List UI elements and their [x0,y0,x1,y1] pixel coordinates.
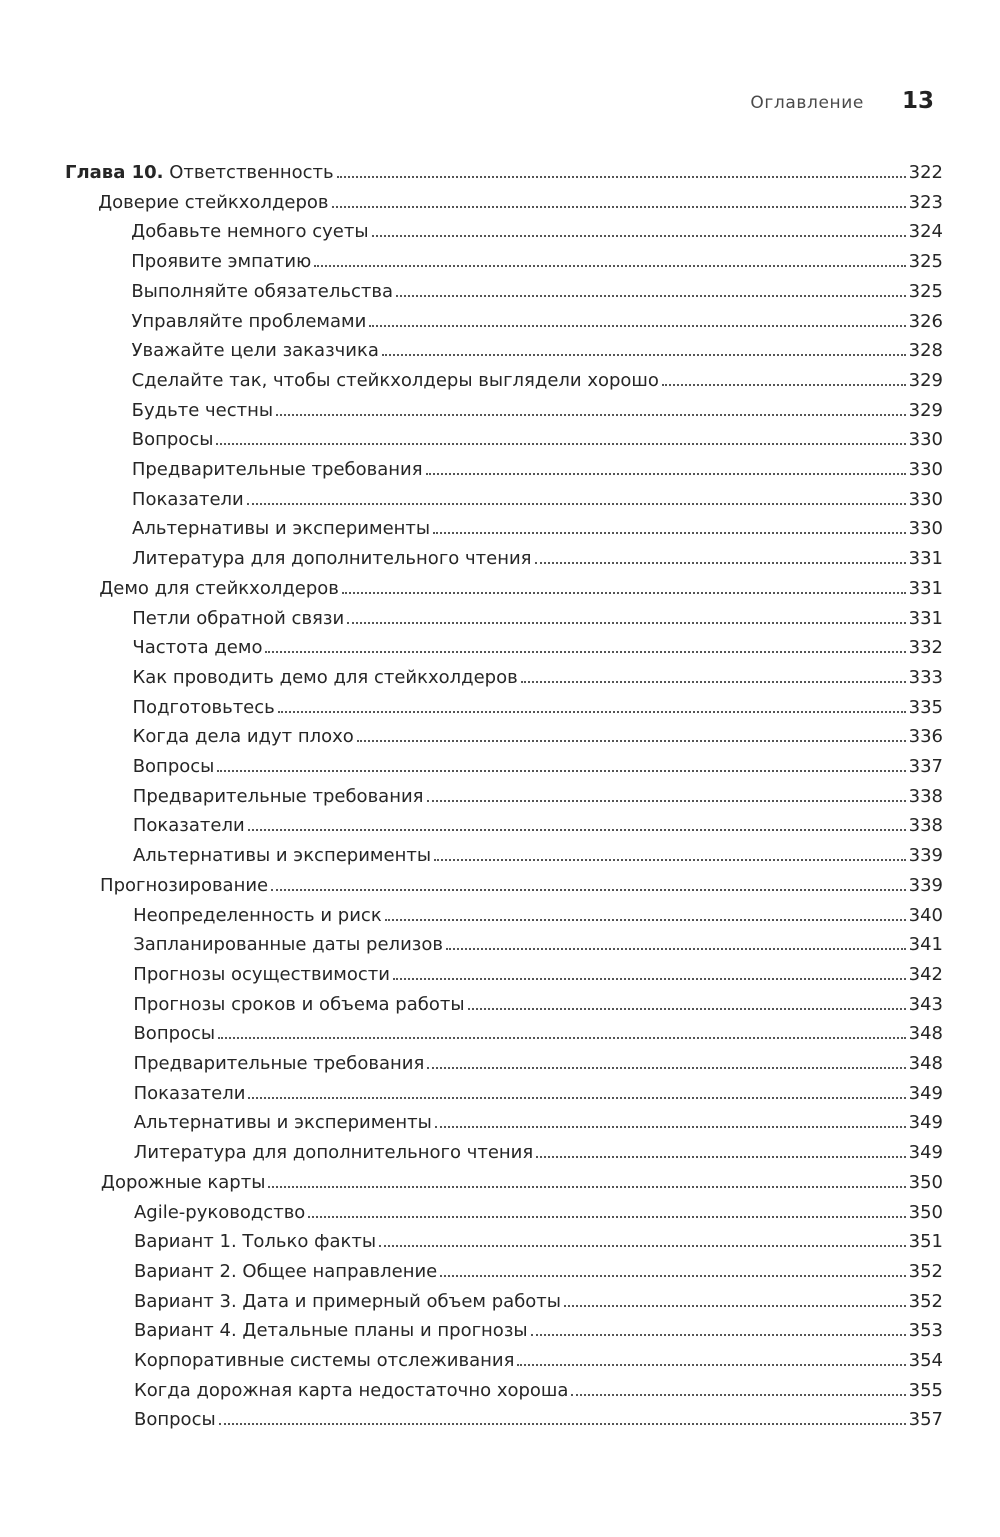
toc-entry-title: Доверие стейкхолдеров [98,191,329,213]
toc-entry-title: Глава 10. Ответственность [65,162,334,183]
toc-entry-page: 330 [908,518,943,540]
toc-entry-title: Добавьте немного суеты [131,221,369,243]
toc-entry-page: 331 [908,607,943,629]
toc-entry-page: 349 [908,1112,943,1134]
dot-leader [446,948,906,950]
toc-entry-title: Когда дела идут плохо [132,726,354,748]
toc-entry-page: 341 [908,934,943,956]
dot-leader [379,1245,906,1247]
toc-entry-page: 337 [908,756,943,777]
dot-leader [434,859,906,861]
dot-leader [268,1186,905,1188]
toc-entry [134,1200,943,1226]
toc-entry-page: 324 [908,221,943,243]
toc-entry-page: 349 [908,1142,943,1164]
toc-entry-title: Прогнозы сроков и объема работы [133,993,465,1015]
toc-entry-page: 349 [908,1082,943,1104]
dot-leader [369,325,905,327]
dot-leader [247,503,906,505]
dot-leader [271,889,905,891]
toc-entry-page: 352 [908,1260,943,1282]
toc-entry-page: 323 [908,191,943,213]
toc-entry-title: Проявите эмпатию [131,251,312,273]
toc-entry [133,962,943,988]
toc-entry-title: Вопросы [134,1409,216,1431]
toc-entry-title: Вариант 1. Только факты [134,1231,377,1253]
dot-leader [564,1305,906,1307]
toc-entry-page: 340 [908,904,943,926]
toc-entry-page: 329 [908,369,943,391]
dot-leader [662,384,906,386]
toc-entry [134,1378,943,1404]
toc-entry-page: 335 [908,696,943,718]
toc-entry-title: Показатели [132,815,245,837]
toc-entry-title: Частота демо [132,637,263,659]
toc-entry-title: Agile-руководство [133,1201,306,1223]
toc-entry-page: 343 [908,993,943,1015]
toc-entry-page: 330 [908,488,943,510]
dot-leader [427,800,906,802]
dot-leader [347,622,905,624]
toc-entry-page: 354 [908,1350,943,1371]
toc-entry [133,932,943,958]
dot-leader [332,206,906,208]
toc-entry-page: 331 [908,548,943,570]
toc-entry [132,457,943,483]
toc-entry-title: Предварительные требования [131,459,423,480]
toc-entry-page: 333 [908,666,943,688]
dot-leader [440,1275,905,1277]
toc-entry-title: Вопросы [133,1023,216,1045]
toc-entry [134,1407,943,1433]
dot-leader [571,1394,905,1396]
toc-entry [131,249,943,275]
toc-entry-title: Предварительные требования [132,785,424,807]
toc-entry-title: Прогнозирование [100,874,269,896]
toc-entry-page: 342 [908,963,943,985]
toc-entry-title: Управляйте проблемами [131,310,367,332]
dot-leader [393,978,906,980]
toc-entry [134,1259,943,1285]
toc-entry [132,487,943,513]
toc-entry [131,279,943,305]
dot-leader [396,295,906,297]
toc-entry [132,338,943,364]
dot-leader [276,414,906,416]
toc-entry-title: Вопросы [131,429,214,451]
toc-entry-title: Запланированные даты релизов [133,934,443,956]
toc-entry [132,665,943,691]
toc-entry-title: Вариант 4. Детальные планы и прогнозы [134,1320,528,1342]
toc-entry-page: 338 [908,815,943,837]
header-title: Оглавление [750,93,864,113]
toc-entry-title: Показатели [131,488,244,510]
toc-entry [133,813,943,839]
toc-entry-page: 331 [908,577,943,599]
dot-leader [314,265,905,267]
toc-entry-page: 330 [908,459,943,480]
toc-entry-title: Сделайте так, чтобы стейкхолдеры выглядели хорошо [131,369,659,391]
toc-entry [133,724,943,750]
toc-entry [100,873,943,899]
toc-entry-page: 350 [908,1171,943,1193]
dot-leader [278,711,906,713]
toc-entry [133,695,943,721]
toc-entry-page: 357 [908,1409,943,1431]
toc-entry-title: Предварительные требования [133,1053,425,1074]
toc-entry-page: 348 [908,1023,943,1045]
dot-leader [342,592,906,594]
toc-entry-title: Будьте честны [131,399,274,421]
toc-entry-title: Демо для стейкхолдеров [99,577,339,599]
dot-leader [517,1364,905,1366]
dot-leader [357,740,906,742]
toc-entry [134,1110,943,1136]
toc-entry [132,398,943,424]
toc-entry-page: 325 [908,280,943,302]
dot-leader [536,1156,905,1158]
toc-entry-title: Дорожные карты [100,1171,266,1193]
dot-leader [382,354,906,356]
toc-entry [132,635,943,661]
toc-entry-title: Вариант 2. Общее направление [134,1260,438,1282]
toc-entry [134,1140,943,1166]
dot-leader [521,681,906,683]
toc-entry [134,1229,943,1255]
toc-entry-title: Выполняйте обязательства [131,280,393,302]
dot-leader [219,1423,906,1425]
toc-entry-page: 353 [908,1320,943,1342]
toc-entry [99,576,943,602]
toc-entry [132,606,943,632]
toc-entry [133,903,943,929]
dot-leader [468,1008,906,1010]
dot-leader [427,1067,905,1069]
dot-leader [217,770,905,772]
toc-entry-page: 355 [908,1379,943,1401]
toc-entry [134,1289,943,1315]
toc-entry-page: 332 [908,637,943,659]
toc-entry [133,784,943,810]
toc-entry [132,516,943,542]
toc-entry-page: 325 [908,251,943,273]
toc-entry-title: Уважайте цели заказчика [131,340,379,362]
toc-entry-page: 330 [908,429,943,451]
toc-entry-title: Альтернативы и эксперименты [132,845,432,867]
dot-leader [372,235,906,237]
toc-entry [131,309,943,335]
dot-leader [218,1037,905,1039]
running-header [750,88,934,114]
toc-entry [132,368,943,394]
toc-entry-title: Альтернативы и эксперименты [132,518,431,540]
toc-entry [131,219,943,245]
chapter-label: Глава 10. [65,162,164,183]
dot-leader [535,562,906,564]
dot-leader [426,473,906,475]
toc-entry [134,1348,943,1374]
toc-entry-page: 348 [908,1053,943,1074]
toc-entry-title: Неопределенность и риск [133,904,382,926]
toc-entry [132,546,943,572]
toc-entry-title: Литература для дополнительного чтения [132,548,532,570]
dot-leader [248,829,906,831]
toc-entry-page: 326 [908,310,943,332]
toc-entry [98,190,943,216]
toc-entry-page: 352 [908,1290,943,1312]
dot-leader [433,532,906,534]
toc-entry-title: Альтернативы и эксперименты [133,1112,432,1134]
toc-entry-page: 339 [908,845,943,867]
dot-leader [248,1097,905,1099]
toc-entry-page: 339 [908,874,943,896]
toc-entry [134,1051,943,1077]
toc-entry-title: Показатели [133,1082,246,1104]
dot-leader [216,443,905,445]
toc-entry-title: Подготовьтесь [132,696,275,718]
toc-entry [133,754,943,780]
toc-entry-page: 351 [908,1231,943,1253]
dot-leader [337,176,906,178]
toc-entry-page: 328 [908,340,943,362]
toc-entry [133,843,943,869]
toc-entry [134,1318,943,1344]
toc-entry-title: Вопросы [132,756,215,777]
toc-entry [133,1021,943,1047]
dot-leader [531,1334,906,1336]
toc-entry-title: Вариант 3. Дата и примерный объем работы [134,1290,561,1312]
toc-entry-title: Корпоративные системы отслеживания [134,1350,515,1371]
dot-leader [265,651,905,653]
toc-entry [133,992,943,1018]
toc-entry-title: Прогнозы осуществимости [133,963,390,985]
toc-entry-page: 350 [908,1201,943,1223]
toc-entry-page: 336 [908,726,943,748]
toc-entry-title: Литература для дополнительного чтения [133,1142,534,1164]
toc-entry-title: Как проводить демо для стейкхолдеров [132,666,518,688]
toc-entry-title: Когда дорожная карта недостаточно хороша [134,1379,569,1401]
toc-entry [65,160,943,186]
toc-entry-page: 329 [908,399,943,421]
dot-leader [308,1216,905,1218]
toc-entry [101,1170,943,1196]
toc-entry [134,1081,943,1107]
toc-entry-page: 338 [908,785,943,807]
dot-leader [385,919,906,921]
dot-leader [435,1126,906,1128]
header-page-number: 13 [901,88,934,114]
toc-entry-title: Петли обратной связи [132,607,345,629]
toc-entry-page: 322 [908,162,943,183]
toc-entry [132,427,943,453]
